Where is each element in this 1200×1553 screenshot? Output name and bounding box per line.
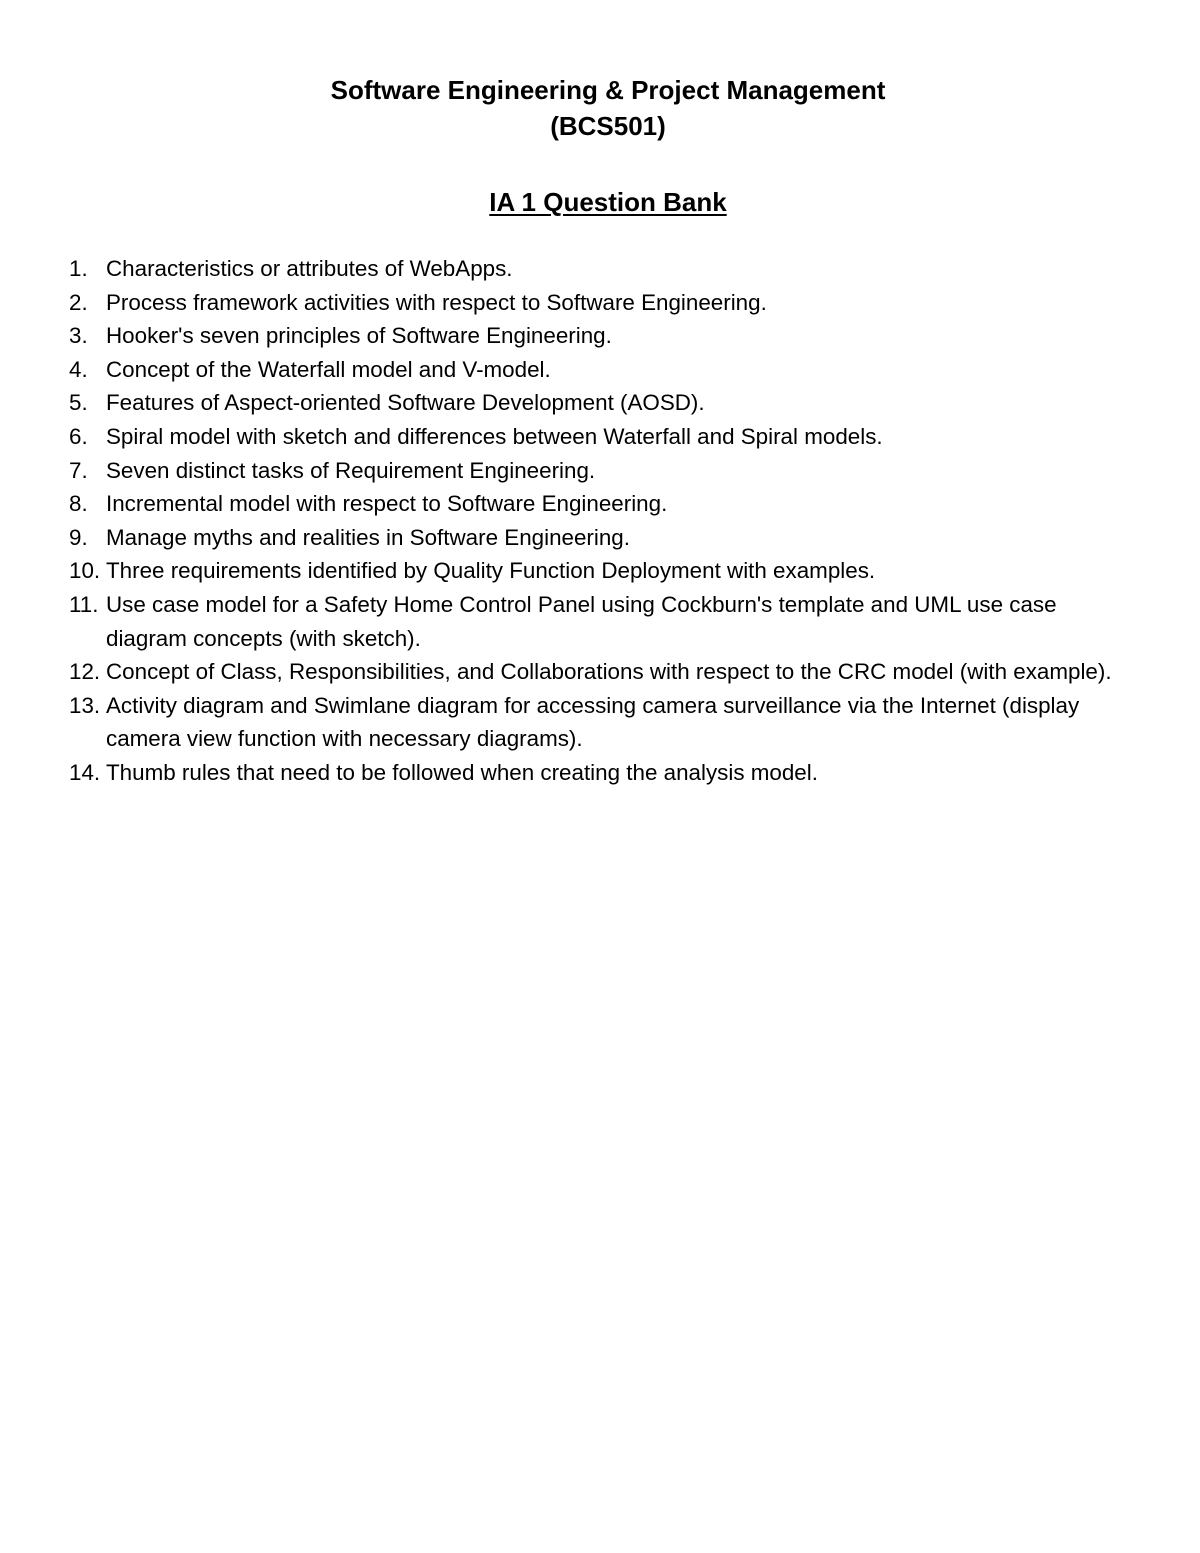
- question-number: 1.: [69, 256, 88, 281]
- question-number: 8.: [69, 491, 88, 517]
- question-text: Spiral model with sketch and differences between Waterfall and Spiral models.: [106, 423, 883, 449]
- question-item: [69, 386, 1129, 420]
- question-text: Manage myths and realities in Software Engineering.: [106, 524, 630, 550]
- question-number: 14.: [69, 759, 101, 785]
- question-item: [69, 588, 1129, 655]
- question-item: [69, 286, 1129, 320]
- question-text: Three requirements identified by Quality Function Deployment with examples.: [106, 558, 876, 584]
- question-item: [69, 353, 1129, 387]
- question-number: 11.: [69, 591, 99, 617]
- document-header: [0, 72, 1200, 144]
- question-number: 2.: [69, 289, 88, 315]
- question-text: Characteristics or attributes of WebApps.: [106, 256, 513, 281]
- question-item: [69, 454, 1129, 488]
- question-text: Concept of Class, Responsibilities, and Collaborations with respect to the CRC model (with example).: [106, 659, 1112, 685]
- question-text: Use case model for a Safety Home Control Panel using Cockburn's template and UML use case diagram concepts (with sketch).: [106, 591, 1057, 651]
- question-number: 5.: [69, 390, 88, 416]
- question-text: Thumb rules that need to be followed when creating the analysis model.: [106, 759, 818, 785]
- document-title: Software Engineering & Project Management: [330, 75, 886, 105]
- question-text: Features of Aspect-oriented Software Development (AOSD).: [106, 390, 705, 416]
- question-text: Process framework activities with respect to Software Engineering.: [106, 289, 767, 315]
- question-item: [69, 319, 1129, 353]
- question-item: [69, 554, 1129, 588]
- question-number: 6.: [69, 423, 88, 449]
- question-text: Activity diagram and Swimlane diagram for accessing camera surveillance via the Internet (display camera view function with necessary diagrams).: [106, 692, 1080, 752]
- question-text: Incremental model with respect to Software Engineering.: [106, 491, 668, 517]
- question-number: 13.: [69, 692, 101, 718]
- question-text: Hooker's seven principles of Software Engineering.: [106, 323, 612, 349]
- question-number: 12.: [69, 659, 101, 685]
- document-subtitle: IA 1 Question Bank: [489, 187, 727, 217]
- question-item: [69, 252, 1129, 286]
- course-code: (BCS501): [550, 111, 666, 141]
- question-number: 7.: [69, 457, 88, 483]
- question-item: [69, 655, 1129, 689]
- question-item: [69, 689, 1129, 756]
- question-item: [69, 521, 1129, 555]
- question-number: 10.: [69, 558, 101, 584]
- question-text: Seven distinct tasks of Requirement Engineering.: [106, 457, 596, 483]
- question-number: 9.: [69, 524, 88, 550]
- question-number: 4.: [69, 356, 88, 382]
- question-item: [69, 487, 1129, 521]
- question-text: Concept of the Waterfall model and V-model.: [106, 356, 551, 382]
- question-item: [69, 756, 1129, 790]
- question-list: [69, 252, 1129, 790]
- question-item: [69, 420, 1129, 454]
- question-number: 3.: [69, 323, 88, 349]
